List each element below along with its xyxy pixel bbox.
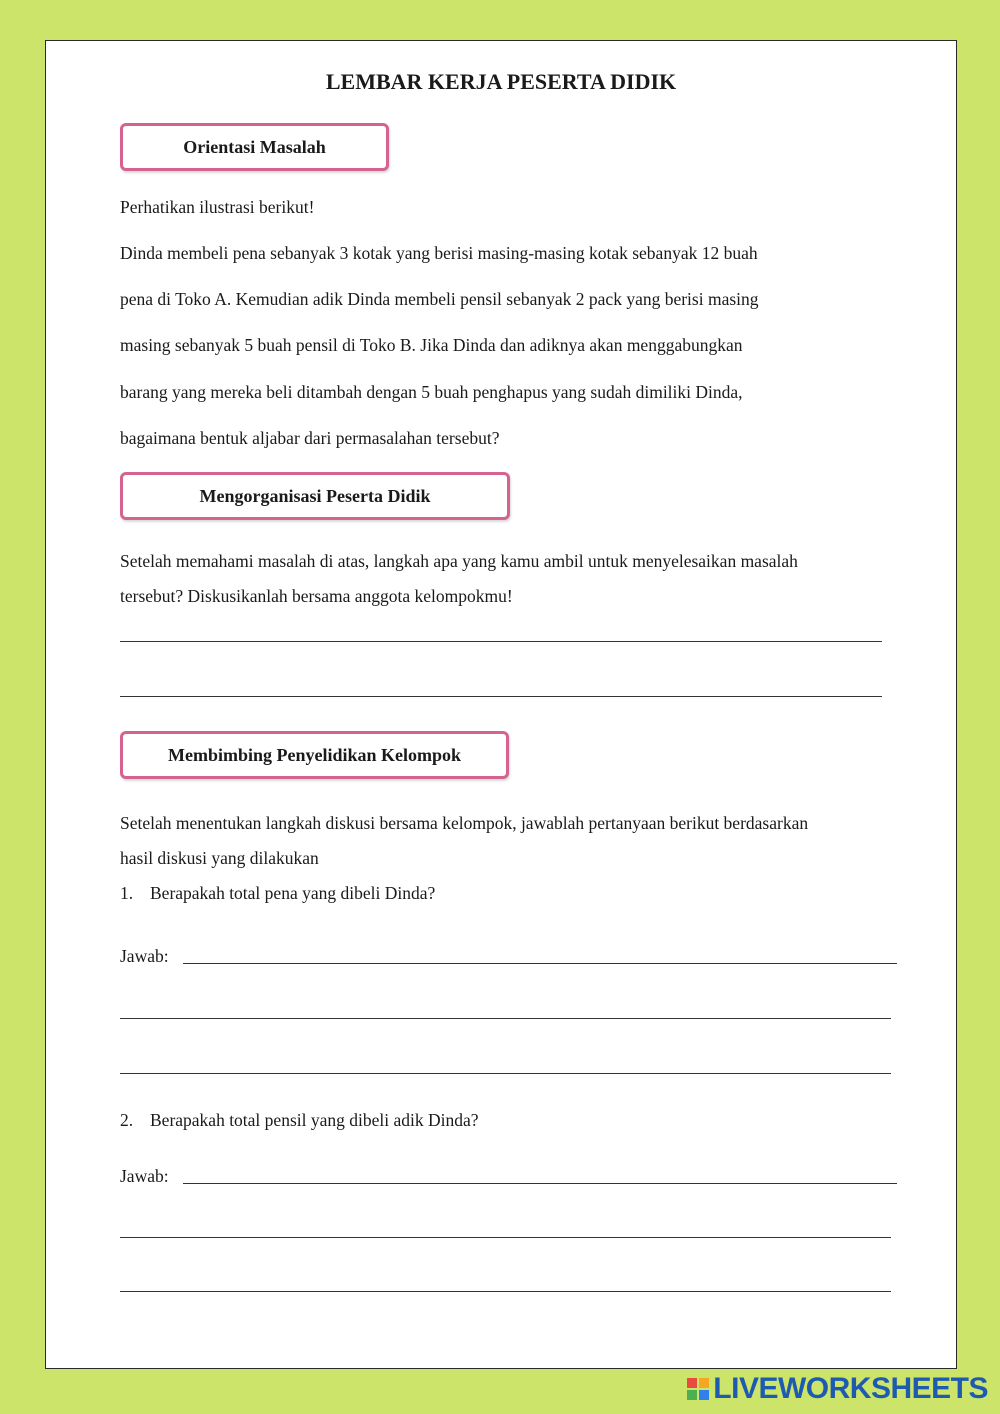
membimbing-line: hasil diskusi yang dilakukan	[120, 848, 319, 868]
orientasi-line: bagaimana bentuk aljabar dari permasalahan tersebut?	[120, 428, 500, 448]
answer-line[interactable]	[120, 696, 882, 697]
orientasi-line: pena di Toko A. Kemudian adik Dinda membeli pensil sebanyak 2 pack yang berisi masing	[120, 289, 759, 309]
jawab-label: Jawab:	[120, 1166, 169, 1186]
section-heading-mengorganisasi	[120, 472, 510, 520]
page-title: LEMBAR KERJA PESERTA DIDIK	[325, 69, 677, 94]
answer-line[interactable]	[120, 1018, 891, 1019]
section-heading-label: Mengorganisasi Peserta Didik	[199, 485, 431, 506]
orientasi-line: Perhatikan ilustrasi berikut!	[120, 197, 315, 217]
question-2	[120, 1110, 479, 1131]
jawab-label: Jawab:	[120, 946, 169, 966]
worksheet-page	[45, 40, 957, 1369]
answer-line[interactable]	[120, 641, 882, 642]
logo-square	[687, 1378, 697, 1388]
section-heading-orientasi	[120, 123, 389, 171]
question-1	[120, 883, 435, 904]
liveworksheets-brand[interactable]	[687, 1372, 988, 1406]
section-heading-label: Membimbing Penyelidikan Kelompok	[167, 744, 462, 765]
question-text: Berapakah total pensil yang dibeli adik Dinda?	[150, 1110, 479, 1130]
mengorganisasi-line: Setelah memahami masalah di atas, langkah apa yang kamu ambil untuk menyelesaikan masalah	[120, 551, 798, 571]
answer-line[interactable]	[120, 1291, 891, 1292]
answer-line[interactable]	[183, 1183, 897, 1184]
question-number: 1.	[120, 883, 134, 903]
logo-square	[699, 1390, 709, 1400]
orientasi-line: barang yang mereka beli ditambah dengan 5 buah penghapus yang sudah dimiliki Dinda,	[120, 382, 743, 402]
brand-name: LIVEWORKSHEETS	[713, 1372, 988, 1405]
answer-line[interactable]	[120, 1237, 891, 1238]
mengorganisasi-line: tersebut? Diskusikanlah bersama anggota kelompokmu!	[120, 586, 513, 606]
logo-square	[699, 1378, 709, 1388]
section-heading-membimbing	[120, 731, 509, 779]
answer-line[interactable]	[120, 1073, 891, 1074]
orientasi-line: masing sebanyak 5 buah pensil di Toko B. Jika Dinda dan adiknya akan menggabungkan	[120, 335, 743, 355]
logo-square	[687, 1390, 697, 1400]
liveworksheets-logo-icon	[687, 1378, 709, 1400]
question-text: Berapakah total pena yang dibeli Dinda?	[150, 883, 436, 903]
orientasi-line: Dinda membeli pena sebanyak 3 kotak yang berisi masing-masing kotak sebanyak 12 buah	[120, 243, 758, 263]
answer-line[interactable]	[183, 963, 897, 964]
question-number: 2.	[120, 1110, 134, 1130]
membimbing-line: Setelah menentukan langkah diskusi bersama kelompok, jawablah pertanyaan berikut berdasarkan	[120, 813, 809, 833]
section-heading-label: Orientasi Masalah	[183, 136, 326, 157]
